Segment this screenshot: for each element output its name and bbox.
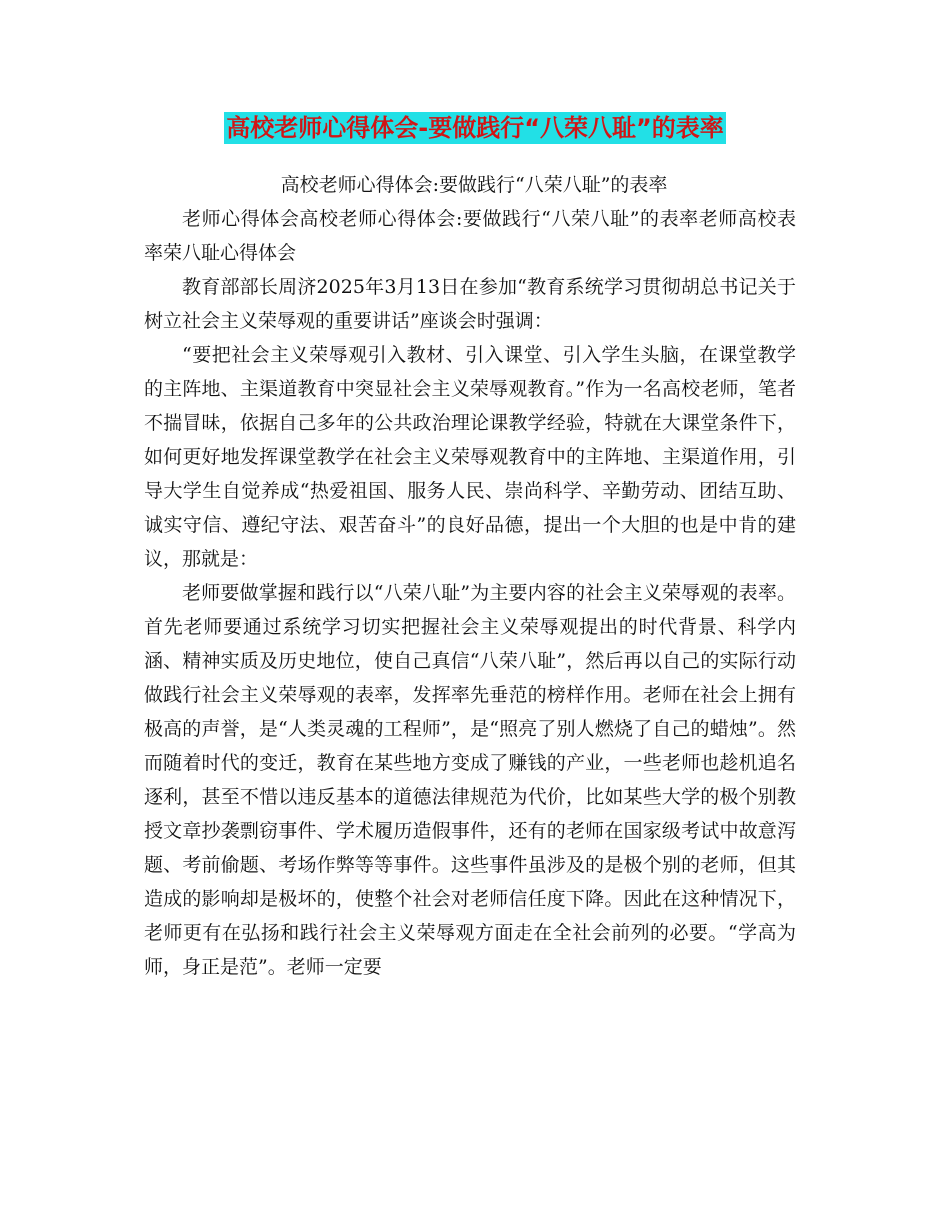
document-subtitle: 高校老师心得体会:要做践行“八荣八耻”的表率: [280, 174, 668, 196]
title-container: [0, 112, 950, 144]
paragraph-keywords: 老师心得体会高校老师心得体会:要做践行“八荣八耻”的表率老师高校表率荣八耻心得体会: [144, 208, 796, 264]
paragraph-main: 老师要做掌握和践行以“八荣八耻”为主要内容的社会主义荣辱观的表率。首先老师要通过系统学习切实把握社会主义荣辱观提出的时代背景、科学内涵、精神实质及历史地位，使自己真信“八荣八耻”，然后再以自己的实际行动做践行社会主义荣辱观的表率，发挥率先垂范的榜样作用。老师在社会上拥有极高的声誉，是“人类灵魂的工程师”，是“照亮了别人燃烧了自己的蜡烛”。然而随着时代的变迁，教育在某些地方变成了赚钱的产业，一些老师也趁机追名逐利，甚至不惜以违反基本的道德法律规范为代价，比如某些大学的极个别教授文章抄袭剽窃事件、学术履历造假事件，还有的老师在国家级考试中故意泻题、考前偷题、考场作弊等等事件。这些事件虽涉及的是极个别的老师，但其造成的影响却是极坏的，使整个社会对老师信任度下降。因此在这种情况下，老师更有在弘扬和践行社会主义荣辱观方面走在全社会前列的必要。“学高为师，身正是范”。老师一定要: [144, 582, 796, 978]
paragraph-quote: “要把社会主义荣辱观引入教材、引入课堂、引入学生头脑，在课堂教学的主阵地、主渠道教育中突显社会主义荣辱观教育。”作为一名高校老师，笔者不揣冒昧，依据自己多年的公共政治理论课教学经验，特就在大课堂条件下，如何更好地发挥课堂教学在社会主义荣辱观教育中的主阵地、主渠道作用，引导大学生自觉养成“热爱祖国、服务人民、崇尚科学、辛勤劳动、团结互助、诚实守信、遵纪守法、艰苦奋斗”的良好品德，提出一个大胆的也是中肯的建议，那就是：: [144, 344, 796, 570]
document-body: [144, 168, 796, 984]
paragraph-intro: 教育部部长周济2025年3月13日在参加“教育系统学习贯彻胡总书记关于树立社会主义荣辱观的重要讲话”座谈会时强调：: [144, 276, 796, 332]
document-title: 高校老师心得体会-要做践行“八荣八耻”的表率: [226, 114, 724, 142]
